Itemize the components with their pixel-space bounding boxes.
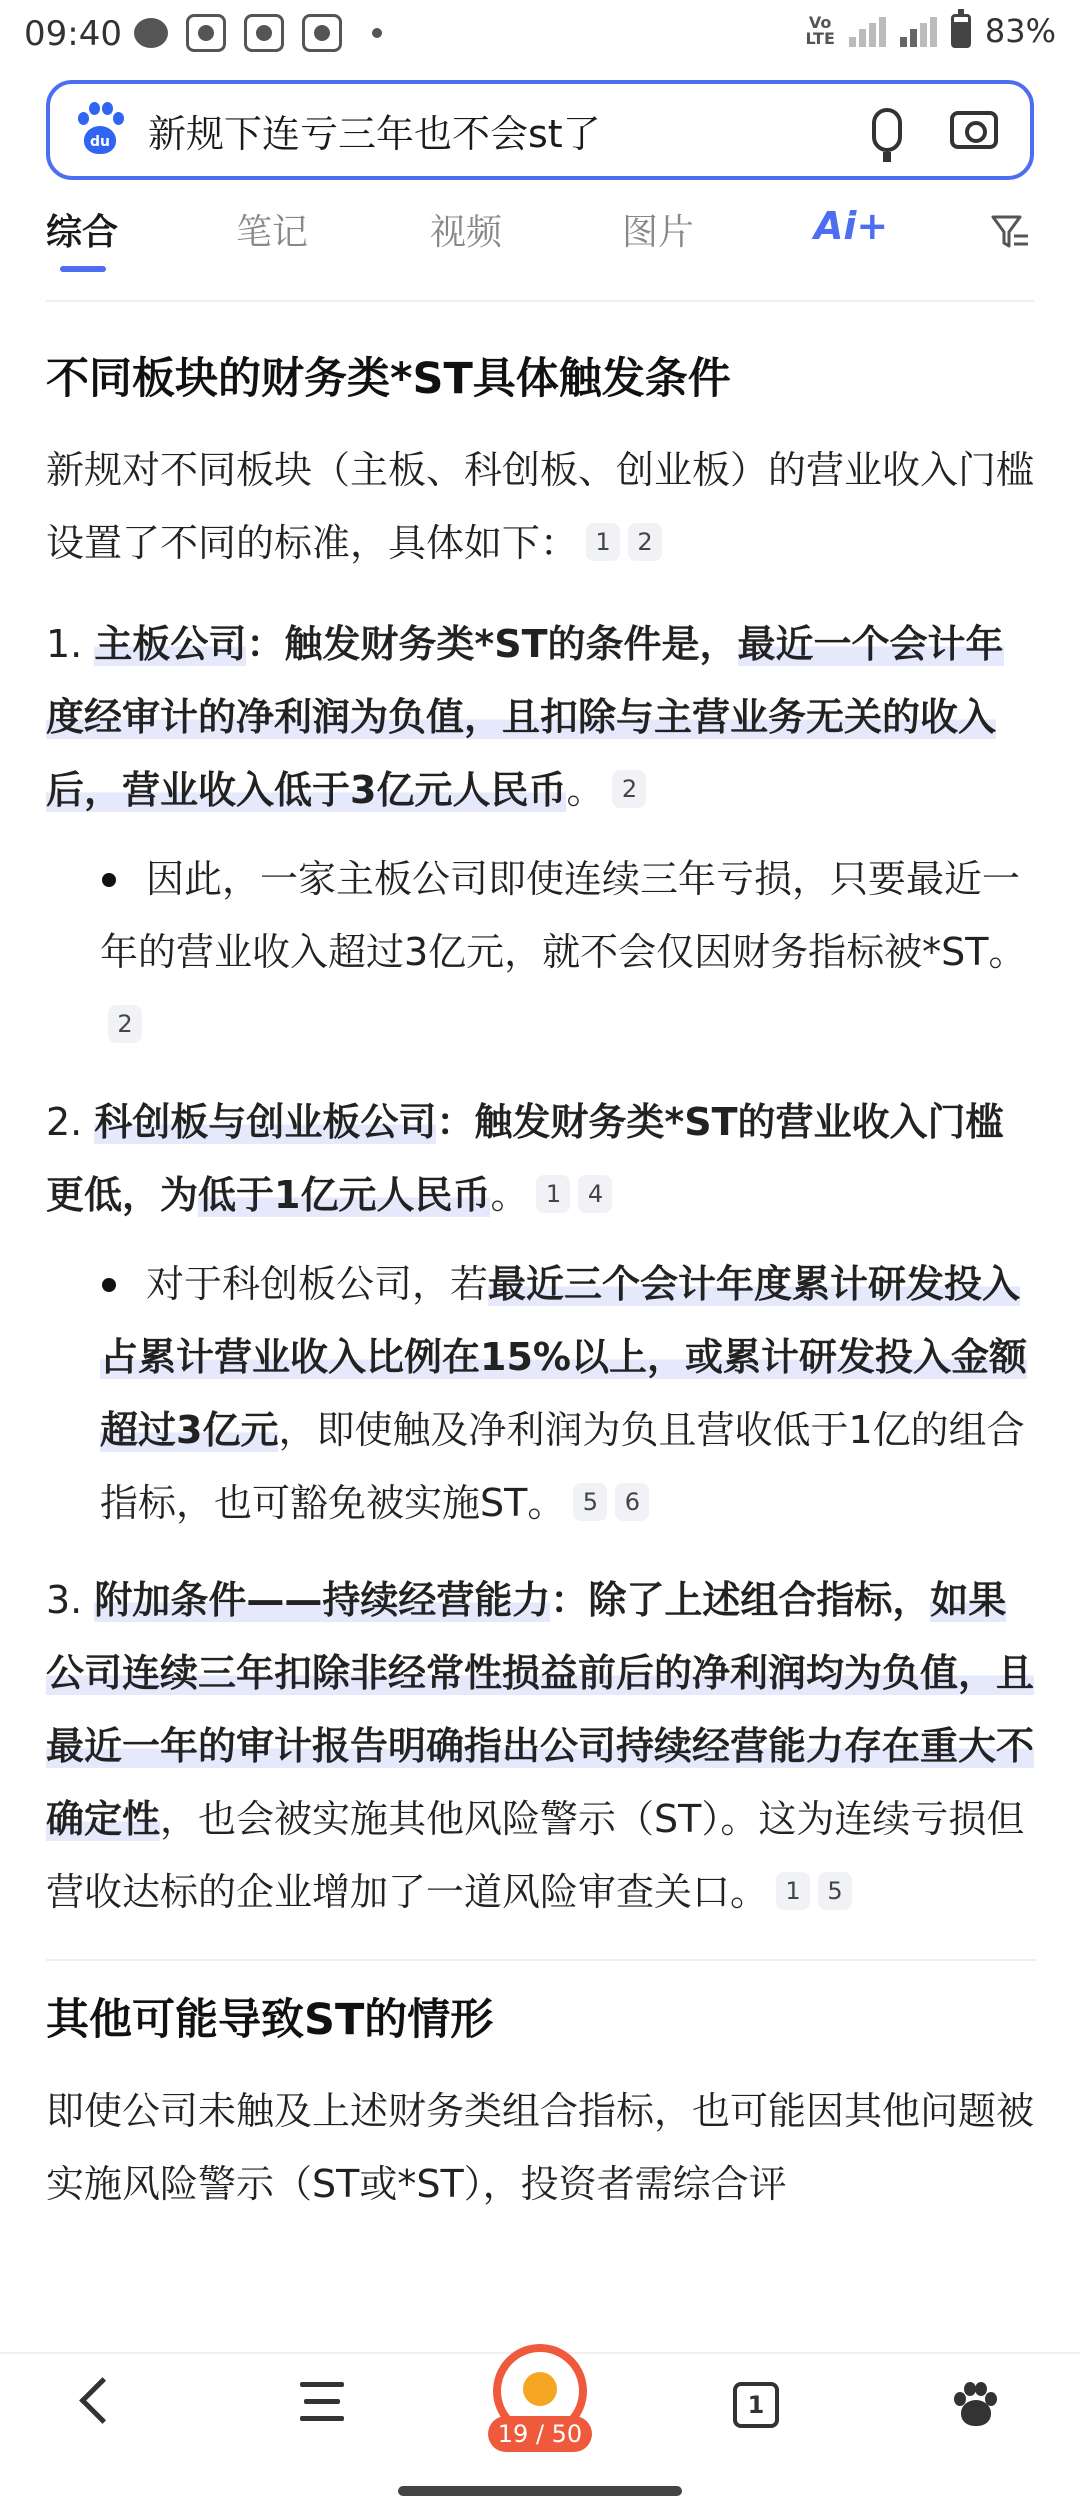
intro-text: 新规对不同板块（主板、科创板、创业板）的营业收入门槛设置了不同的标准，具体如下： [46, 448, 1035, 565]
citation-badge[interactable]: 5 [818, 1872, 852, 1910]
item-text: ：触发财务类*ST的条件是， [246, 622, 738, 666]
search-bar[interactable] [46, 80, 1034, 180]
filter-icon[interactable] [990, 212, 1030, 252]
highlighted-text: 低于1亿元人民币 [198, 1173, 491, 1217]
item-text: ，也会被实施其他风险警示（ST）。这为连续亏损但营收达标的企业增加了一道风险审查关口。 [46, 1797, 1025, 1914]
citation-badge[interactable]: 2 [108, 1005, 142, 1043]
tab-notes[interactable]: 笔记 [236, 212, 309, 253]
citation-badge[interactable]: 2 [628, 523, 662, 561]
notification-icons [134, 14, 382, 52]
camera-icon[interactable] [950, 111, 998, 149]
citation-badge[interactable]: 6 [615, 1483, 649, 1521]
item-label: 附加条件——持续经营能力 [94, 1578, 551, 1622]
back-icon[interactable] [79, 2377, 126, 2424]
list-item-star-growth-board [46, 1086, 1036, 1232]
menu-icon[interactable] [300, 2382, 344, 2426]
citation-badge[interactable]: 2 [612, 770, 646, 808]
item-text: 。 [490, 1173, 529, 1217]
bullet-item [46, 843, 1036, 1062]
microphone-icon[interactable] [872, 108, 902, 152]
section-divider [46, 1959, 1036, 1961]
highlighted-text: 如果公司连续三年扣除非经常性损益前后的净利润均为负值，且最近一年的审计报告明确指出公司持续经营能力存在重大不确定性 [46, 1578, 1035, 1841]
lte-indicator: Vo LTE [805, 13, 835, 48]
reading-progress-button[interactable] [490, 2344, 590, 2456]
network-label: LTE [805, 29, 835, 48]
citation-badge[interactable]: 1 [536, 1175, 570, 1213]
signal-icon [849, 15, 886, 47]
tab-video[interactable]: 视频 [430, 212, 503, 253]
citation-badge[interactable]: 1 [776, 1872, 810, 1910]
item-label: 主板公司 [94, 622, 247, 666]
bullet-text: 对于科创板公司，若 [146, 1262, 489, 1306]
tabs-icon[interactable]: 1 [733, 2382, 779, 2428]
tab-ai[interactable]: Ai+ [814, 204, 889, 248]
section-intro [46, 434, 1036, 580]
item-text: ：除了上述组合指标， [550, 1578, 931, 1622]
home-indicator[interactable] [398, 2486, 682, 2496]
bullet-text: 因此，一家主板公司即使连续三年亏损，只要最近一年的营业收入超过3亿元，就不会仅因财务指标被*ST。 [100, 857, 1027, 974]
signal-icon [900, 15, 937, 47]
citation-badge[interactable]: 1 [586, 523, 620, 561]
baidu-logo-icon[interactable] [72, 102, 128, 158]
tab-images[interactable]: 图片 [622, 212, 695, 253]
citation-badge[interactable]: 4 [578, 1175, 612, 1213]
tab-comprehensive[interactable]: 综合 [46, 212, 119, 253]
list-item-main-board [46, 608, 1036, 827]
list-item-going-concern [46, 1564, 1036, 1929]
dot-icon [372, 28, 382, 38]
highlighted-text: 最近三个会计年度累计研发投入占累计营业收入比例在15%以上，或累计研发投入金额超过3亿元 [100, 1262, 1027, 1452]
status-bar [0, 0, 1080, 70]
baidu-paw-icon [302, 14, 342, 52]
progress-badge: 19 / 50 [488, 2416, 592, 2452]
highlighted-text: 最近一个会计年度经审计的净利润为负值，且扣除与主营业务无关的收入后，营业收入低于3亿元人民币 [46, 622, 1004, 812]
battery-icon [951, 14, 971, 48]
bottom-navigation [0, 2352, 1080, 2458]
section-intro: 即使公司未触及上述财务类组合指标，也可能因其他问题被实施风险警示（ST或*ST），投资者需综合评 [46, 2089, 1035, 2206]
tabs-divider [46, 300, 1034, 302]
list-number: 2. [46, 1100, 83, 1144]
item-text: 。 [566, 768, 605, 812]
list-number: 1. [46, 622, 83, 666]
baidu-paw-icon[interactable] [950, 2380, 1000, 2430]
citation-badge[interactable]: 5 [573, 1483, 607, 1521]
chat-icon [134, 18, 168, 48]
bullet-text: ，即使触及净利润为负且营收低于1亿的组合指标，也可豁免被实施ST。 [100, 1408, 1025, 1525]
baidu-paw-icon [186, 14, 226, 52]
active-tab-indicator [60, 266, 106, 272]
item-text: ：触发财务类*ST的营业收入门槛更低，为 [46, 1100, 1004, 1217]
battery-percent: 83% [984, 12, 1056, 50]
bullet-item [46, 1248, 1036, 1540]
item-label: 科创板与创业板公司 [94, 1100, 437, 1144]
status-time: 09:40 [24, 14, 122, 54]
system-icons [751, 12, 1056, 50]
baidu-paw-icon [244, 14, 284, 52]
list-number: 3. [46, 1578, 83, 1622]
baidu-logo-text: du [84, 126, 116, 154]
result-tabs [0, 196, 1080, 282]
section-title: 不同板块的财务类*ST具体触发条件 [46, 354, 731, 404]
section-title: 其他可能导致ST的情形 [46, 1995, 494, 2045]
wifi-icon [751, 16, 791, 46]
search-input[interactable]: 新规下连亏三年也不会st了 [148, 111, 601, 156]
ai-answer-content [46, 330, 1036, 2221]
